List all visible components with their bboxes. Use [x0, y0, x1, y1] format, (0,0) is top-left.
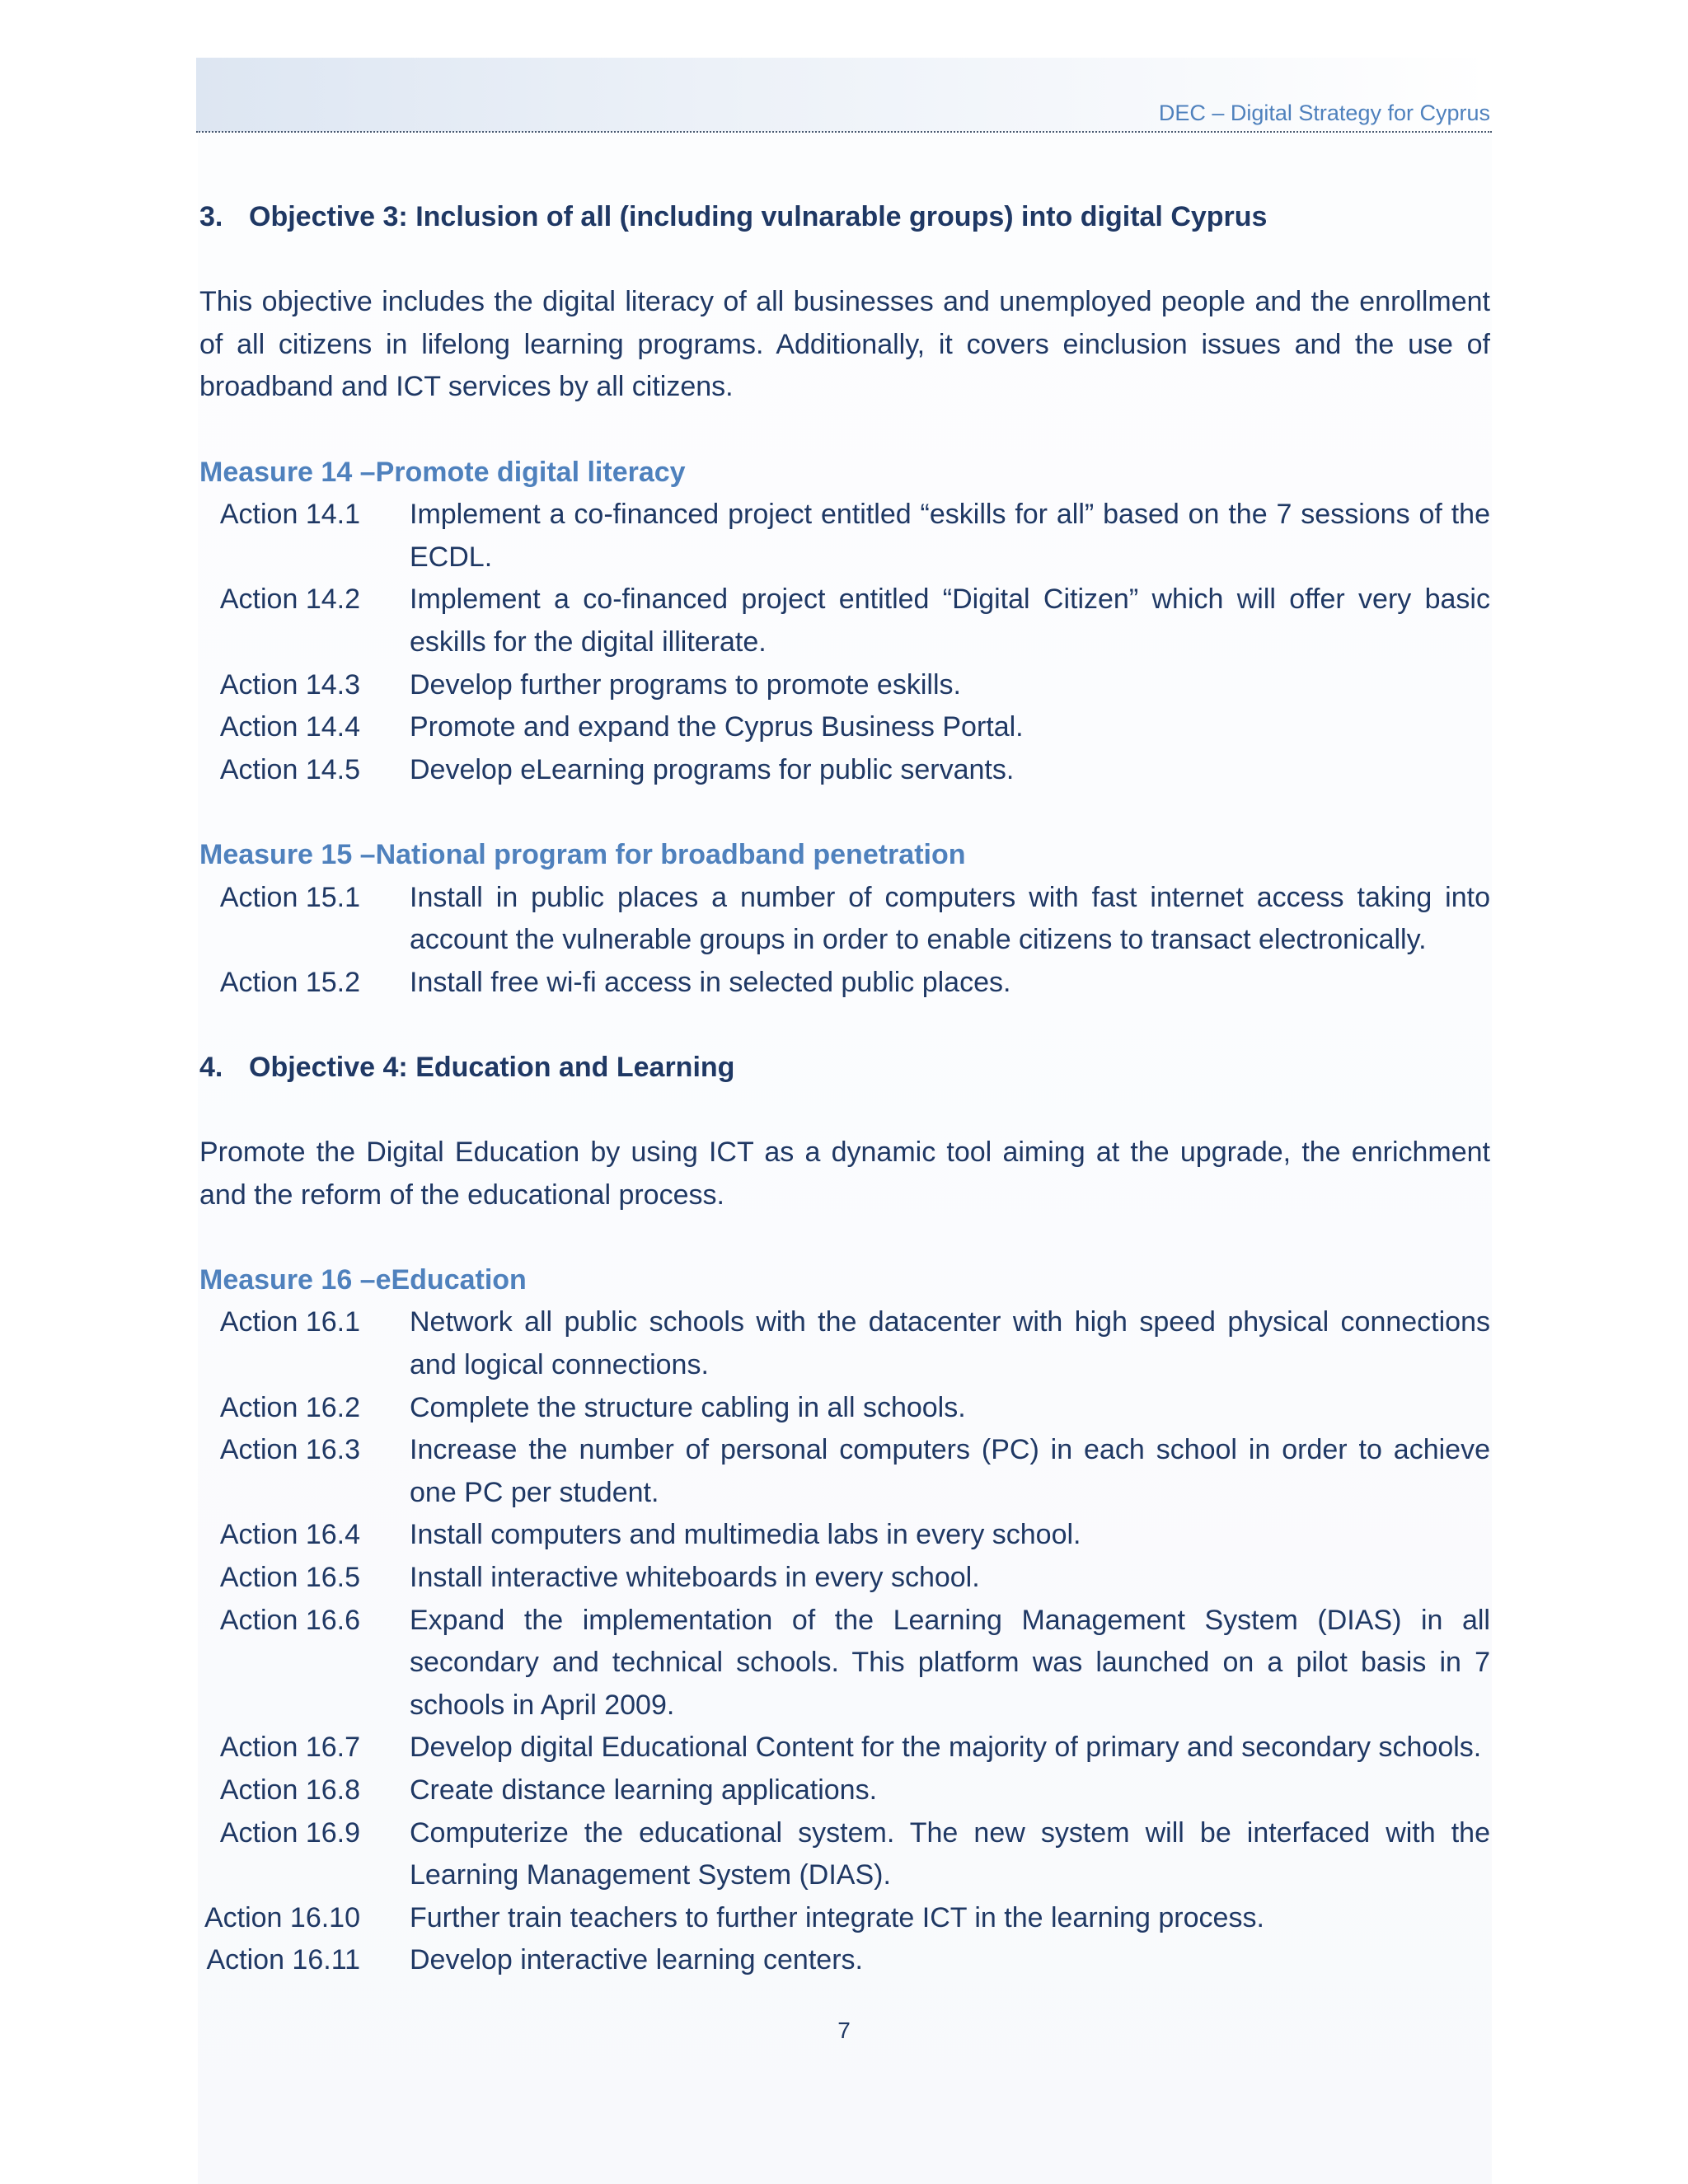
action-label: Action 16.1 [219, 1306, 360, 1338]
page-number: 7 [837, 2018, 851, 2043]
action-text: Create distance learning applications. [410, 1774, 878, 1806]
action-row [199, 706, 1490, 749]
spacer [199, 791, 1490, 834]
action-text: Develop digital Educational Content for the majority of primary and secondary schools. [410, 1732, 1482, 1764]
action-row [199, 1769, 1490, 1812]
action-row [199, 1727, 1490, 1769]
action-row [199, 1897, 1490, 1940]
action-text: Develop further programs to promote eskills. [410, 668, 961, 701]
action-text: Develop eLearning programs for public servants. [410, 753, 1015, 785]
action-row [199, 1600, 1490, 1727]
action-text: Expand the implementation of the Learning Management System (DIAS) in all secondary and technical schools. This platform was launched on a pilot basis in 7 schools in April 2009. [410, 1604, 1490, 1721]
action-row [199, 1812, 1490, 1897]
action-row [199, 579, 1490, 663]
objective-4-title: Objective 4: Education and Learning [249, 1051, 735, 1083]
action-text: Install computers and multimedia labs in every school. [410, 1519, 1081, 1551]
action-text: Install free wi-fi access in selected public places. [410, 966, 1011, 998]
action-text: Network all public schools with the datacenter with high speed physical connections and logical connections. [410, 1306, 1490, 1381]
spacer [199, 239, 1490, 282]
action-label: Action 15.1 [219, 881, 360, 913]
action-label: Action 15.2 [219, 966, 360, 998]
objective-4-description: Promote the Digital Education by using ICT as a dynamic tool aiming at the upgrade, the enrichment and the reform of the educational process. [199, 1137, 1490, 1211]
document-body [199, 196, 1490, 1982]
action-label: Action 16.8 [219, 1774, 360, 1806]
spacer [199, 409, 1490, 452]
action-row [199, 1514, 1490, 1557]
action-text: Implement a co-financed project entitled “eskills for all” based on the 7 sessions of the ECDL. [410, 499, 1490, 573]
action-text: Complete the structure cabling in all schools. [410, 1391, 966, 1423]
action-text: Computerize the educational system. The new system will be interfaced with the Learning Management System (DIAS). [410, 1816, 1490, 1891]
action-row [199, 494, 1490, 579]
action-row [199, 664, 1490, 707]
action-text: Promote and expand the Cyprus Business Portal. [410, 711, 1024, 743]
spacer [199, 1216, 1490, 1259]
action-label: Action 16.11 [206, 1944, 360, 1976]
action-label: Action 14.2 [219, 583, 360, 616]
action-row [199, 1301, 1490, 1386]
spacer [199, 1089, 1490, 1132]
spacer [199, 1004, 1490, 1047]
action-row [199, 1939, 1490, 1982]
objective-3-title: Objective 3: Inclusion of all (including vulnarable groups) into digital Cyprus [249, 201, 1268, 232]
action-text: Implement a co-financed project entitled “Digital Citizen” which will offer very basic eskills for the digital illiterate. [410, 583, 1490, 658]
measure-15-title: Measure 15 –National program for broadband penetration [199, 838, 966, 870]
objective-3-number: 3. [199, 201, 223, 232]
action-label: Action 16.3 [219, 1434, 360, 1466]
action-row [199, 1557, 1490, 1600]
action-text: Install in public places a number of computers with fast internet access taking into account the vulnerable groups in order to enable citizens to transact electronically. [410, 881, 1490, 956]
measure-16-title: Measure 16 –eEducation [199, 1263, 527, 1296]
action-label: Action 14.4 [219, 711, 360, 743]
action-label: Action 16.5 [219, 1562, 360, 1593]
action-row [199, 877, 1490, 962]
measure-14-title: Measure 14 –Promote digital literacy [199, 456, 686, 488]
action-label: Action 14.3 [219, 668, 360, 701]
action-text: Further train teachers to further integrate ICT in the learning process. [410, 1901, 1264, 1933]
objective-3-heading [199, 196, 1490, 239]
action-label: Action 16.4 [219, 1519, 360, 1551]
objective-4-number: 4. [199, 1051, 223, 1083]
header-divider [196, 131, 1492, 133]
action-label: Action 16.10 [204, 1901, 360, 1933]
action-row [199, 962, 1490, 1005]
action-label: Action 16.9 [219, 1816, 360, 1849]
action-row [199, 1429, 1490, 1514]
action-text: Increase the number of personal computers (PC) in each school in order to achieve one PC per student. [410, 1434, 1490, 1508]
running-header: DEC – Digital Strategy for Cyprus [1158, 101, 1490, 125]
action-label: Action 14.5 [219, 753, 360, 785]
action-text: Install interactive whiteboards in every school. [410, 1562, 980, 1593]
measure-16-actions [199, 1301, 1490, 1982]
action-label: Action 16.2 [219, 1391, 360, 1423]
objective-4-heading [199, 1047, 1490, 1090]
action-row [199, 749, 1490, 792]
action-label: Action 14.1 [219, 499, 360, 531]
action-label: Action 16.7 [219, 1732, 360, 1764]
measure-14-actions [199, 494, 1490, 791]
action-row [199, 1387, 1490, 1430]
measure-15-actions [199, 877, 1490, 1005]
objective-3-description: This objective includes the digital literacy of all businesses and unemployed people and the enrollment of all citizens in lifelong learning programs. Additionally, it covers einclusion issues and the use of broadband and ICT services by all citizens. [199, 286, 1490, 403]
action-text: Develop interactive learning centers. [410, 1944, 863, 1976]
action-label: Action 16.6 [219, 1604, 360, 1636]
